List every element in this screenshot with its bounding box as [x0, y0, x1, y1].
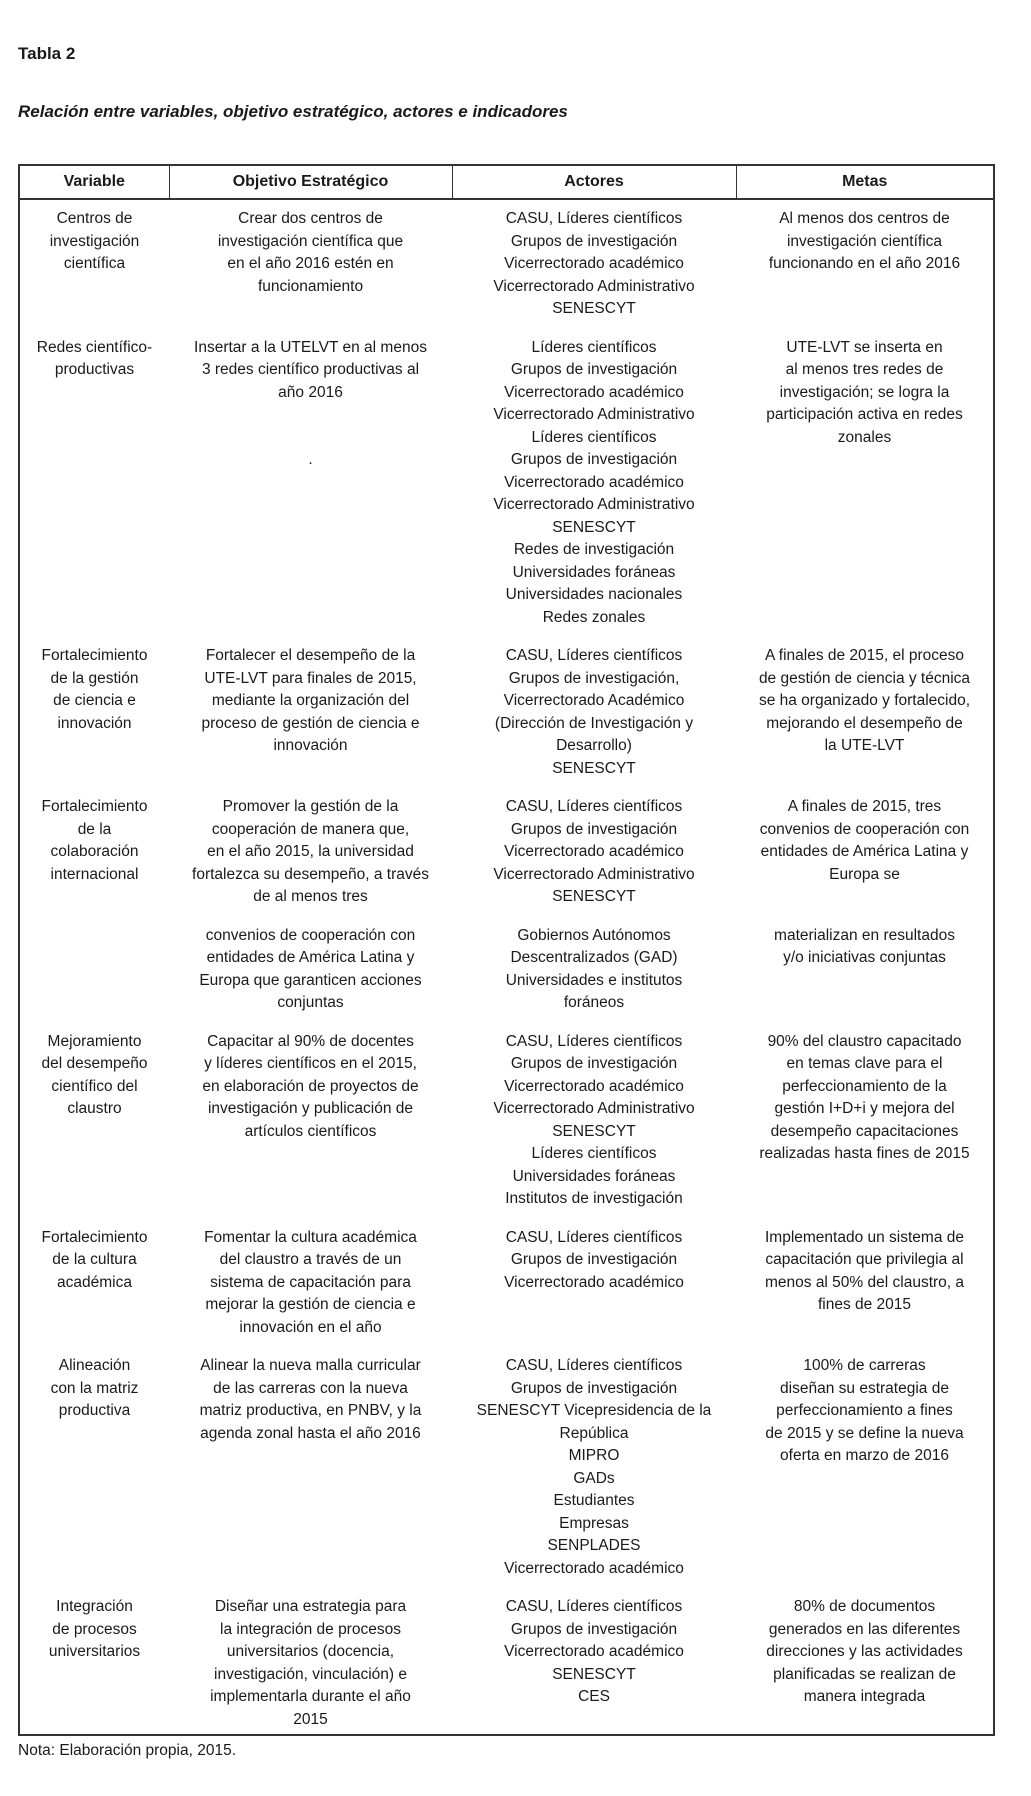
cell-line: Fomentar la cultura académica [204, 1228, 417, 1246]
cell-line: SENESCYT [552, 1665, 636, 1683]
cell-line: Grupos de investigación [510, 1055, 678, 1072]
cell-line: de la cultura [52, 1251, 137, 1268]
cell-line: de 2015 y se define la nueva [765, 1424, 964, 1442]
objetivo-cell [169, 917, 452, 1023]
actores-cell [452, 917, 736, 1023]
cell-line: Vicerrectorado Administrativo [493, 496, 695, 513]
cell-line: Universidades e institutos [505, 971, 683, 989]
cell-line: Vicerrectorado académico [504, 1273, 684, 1291]
metas-cell [736, 1219, 993, 1348]
cell-line: diseñan su estrategia de [780, 1379, 949, 1397]
cell-line: mejorar la gestión de ciencia e [205, 1296, 416, 1313]
cell-line: Grupos de investigación [510, 1620, 678, 1638]
cell-line: MIPRO [568, 1447, 620, 1464]
cell-line: matriz productiva, en PNBV, y la [199, 1402, 422, 1419]
cell-line: foráneos [563, 994, 625, 1011]
cell-line: científica [63, 255, 126, 272]
cell-line: Promover la gestión de la [222, 798, 399, 815]
cell-line: entidades de América Latina y [206, 949, 415, 966]
actores-cell [452, 1023, 736, 1219]
cell-line: Líderes científicos [531, 1145, 657, 1162]
header-actores: Actores [452, 166, 736, 199]
cell-line: al menos tres redes de [785, 361, 944, 378]
cell-line: participación activa en redes [766, 406, 963, 423]
cell-line: de ciencia e [53, 692, 136, 709]
cell-line: Crear dos centros de [238, 210, 383, 227]
cell-line: de la [77, 820, 112, 838]
cell-line: funcionando en el año 2016 [768, 255, 961, 272]
actores-cell [452, 199, 736, 329]
table-frame [18, 164, 995, 1736]
cell-line: con la matriz [50, 1379, 139, 1397]
cell-line: menos al 50% del claustro, a [764, 1273, 965, 1291]
cell-line: convenios de cooperación con [205, 926, 416, 944]
cell-line: Vicerrectorado Administrativo [493, 865, 695, 883]
cell-line: Centros de [56, 210, 133, 227]
variable-cell [20, 788, 169, 917]
cell-line: UTE-LVT para finales de 2015, [204, 669, 417, 687]
cell-line: materializan en resultados [774, 926, 955, 944]
cell-line: Redes científico- [36, 338, 153, 356]
cell-line: manera integrada [803, 1688, 926, 1705]
cell-line: Universidades foráneas [512, 563, 676, 581]
cell-line: SENESCYT [552, 518, 636, 536]
cell-line: proceso de gestión de ciencia e [201, 714, 420, 732]
variable-cell [20, 1023, 169, 1219]
cell-line: Gobiernos Autónomos [517, 926, 671, 944]
objetivo-cell [169, 329, 452, 638]
cell-line: SENESCYT [552, 888, 636, 905]
objetivo-cell [169, 1023, 452, 1219]
cell-line: Universidades foráneas [512, 1167, 676, 1185]
cell-line: oferta en marzo de 2016 [780, 1447, 949, 1464]
cell-line: internacional [50, 865, 139, 883]
cell-line: Alinear la nueva malla curricular [200, 1357, 421, 1374]
variable-cell [20, 1219, 169, 1348]
cell-line: en temas clave para el [786, 1055, 943, 1072]
cell-line: SENESCYT [552, 1122, 636, 1140]
cell-line: Grupos de investigación [510, 820, 678, 838]
cell-line: productiva [58, 1402, 131, 1419]
cell-line [177, 404, 444, 427]
cell-line: Grupos de investigación [510, 232, 678, 250]
cell-line: del desempeño [41, 1055, 148, 1072]
cell-line: CASU, Líderes científicos [505, 1032, 683, 1050]
cell-line: Vicerrectorado académico [504, 843, 684, 860]
cell-line: SENESCYT Vicepresidencia de la [476, 1402, 712, 1419]
cell-line: direcciones y las actividades [766, 1643, 963, 1660]
cell-line: Integración [56, 1598, 133, 1615]
cell-line: Descentralizados (GAD) [510, 949, 678, 966]
cell-line: perfeccionamiento a fines [776, 1402, 953, 1419]
metas-cell [736, 1023, 993, 1219]
cell-line: claustro [67, 1100, 122, 1117]
table-row [20, 1023, 993, 1219]
metas-cell [736, 917, 993, 1023]
cell-line: perfeccionamiento de la [782, 1077, 947, 1095]
cell-line: Vicerrectorado Administrativo [493, 406, 695, 423]
objetivo-cell [169, 788, 452, 917]
cell-line [177, 427, 444, 450]
actores-cell [452, 788, 736, 917]
cell-line: la UTE-LVT [824, 737, 905, 754]
cell-line: Institutos de investigación [505, 1190, 683, 1207]
table-title: Relación entre variables, objetivo estratégico, actores e indicadores [18, 102, 568, 121]
variable-cell [20, 917, 169, 1023]
cell-line: 3 redes científico productivas al [201, 361, 420, 378]
table-row [20, 917, 993, 1023]
actores-cell [452, 1219, 736, 1348]
cell-line: productivas [54, 361, 135, 378]
cell-line: SENESCYT [552, 300, 636, 317]
cell-line: universitarios [48, 1643, 141, 1660]
cell-line: Fortalecimiento [41, 798, 148, 815]
cell-line: la integración de procesos [220, 1620, 401, 1638]
actores-cell [452, 329, 736, 638]
cell-line: Grupos de investigación [510, 451, 678, 468]
cell-line: generados en las diferentes [768, 1620, 961, 1638]
actores-cell [452, 1347, 736, 1588]
cell-line: CASU, Líderes científicos [505, 1598, 683, 1615]
cell-line: CASU, Líderes científicos [505, 1228, 683, 1246]
cell-line: Grupos de investigación [510, 361, 678, 378]
table-note: Nota: Elaboración propia, 2015. [18, 1742, 237, 1759]
table-label: Tabla 2 [18, 44, 76, 63]
objetivo-cell [169, 199, 452, 329]
metas-cell [736, 329, 993, 638]
table-row [20, 329, 993, 638]
cell-line: Grupos de investigación [510, 1379, 678, 1397]
cell-line: . [308, 451, 313, 468]
cell-line: 2015 [293, 1710, 328, 1728]
cell-line: Fortalecer el desempeño de la [205, 647, 416, 664]
cell-line: Vicerrectorado Académico [503, 692, 685, 709]
cell-line: gestión I+D+i y mejora del [774, 1100, 955, 1117]
cell-line: Europa que garanticen acciones [199, 971, 422, 989]
variable-cell [20, 1347, 169, 1588]
metas-cell [736, 637, 993, 788]
cell-line: de al menos tres [253, 888, 368, 905]
cell-line: CASU, Líderes científicos [505, 647, 683, 664]
cell-line: funcionamiento [257, 277, 364, 295]
cell-line: investigación científica [786, 232, 943, 250]
cell-line: SENPLADES [547, 1537, 641, 1554]
cell-line: universitarios (docencia, [226, 1643, 395, 1660]
cell-line: en el año 2015, la universidad [207, 843, 414, 860]
cell-line: fortalezca su desempeño, a través [192, 865, 429, 883]
objetivo-cell [169, 1588, 452, 1739]
table-row [20, 1219, 993, 1348]
cell-line: desempeño capacitaciones [770, 1122, 959, 1140]
cell-line: SENESCYT [552, 759, 636, 777]
cell-line: en elaboración de proyectos de [202, 1077, 419, 1095]
table-row [20, 1588, 993, 1739]
cell-line: UTE-LVT se inserta en [786, 338, 943, 356]
cell-line: agenda zonal hasta el año 2016 [200, 1424, 421, 1442]
variable-cell [20, 1588, 169, 1739]
cell-line: planificadas se realizan de [773, 1665, 956, 1683]
cell-line: investigación científica que [217, 232, 404, 250]
cell-line: 80% de documentos [793, 1598, 936, 1615]
cell-line: Vicerrectorado académico [504, 1559, 684, 1577]
cell-line: Redes de investigación [513, 541, 675, 558]
cell-line: República [559, 1424, 629, 1442]
cell-line: Vicerrectorado Administrativo [493, 277, 695, 295]
objetivo-cell [169, 1347, 452, 1588]
cell-line: de las carreras con la nueva [213, 1379, 408, 1397]
cell-line: capacitación que privilegia al [765, 1251, 964, 1268]
variable-cell [20, 329, 169, 638]
cell-line: investigación [49, 232, 140, 250]
cell-line: del claustro a través de un [219, 1251, 402, 1268]
cell-line: 90% del claustro capacitado [767, 1032, 962, 1050]
cell-line: CES [578, 1688, 610, 1705]
cell-line: CASU, Líderes científicos [505, 798, 683, 815]
cell-line: Diseñar una estrategia para [214, 1598, 407, 1615]
cell-line: sistema de capacitación para [210, 1273, 411, 1291]
cell-line: A finales de 2015, tres [787, 798, 942, 815]
cell-line: conjuntas [277, 994, 344, 1011]
cell-line: Estudiantes [553, 1492, 635, 1509]
cell-line: mediante la organización del [211, 692, 410, 709]
cell-line: innovación en el año [239, 1318, 382, 1336]
metas-cell [736, 788, 993, 917]
cell-line: innovación [273, 737, 348, 754]
cell-line: CASU, Líderes científicos [505, 1357, 683, 1374]
cell-line: Universidades nacionales [505, 586, 683, 603]
metas-cell [736, 1347, 993, 1588]
cell-line: de gestión de ciencia y técnica [758, 669, 971, 687]
cell-line: Empresas [559, 1514, 629, 1532]
cell-line: Vicerrectorado académico [504, 1643, 684, 1660]
cell-line: Vicerrectorado académico [504, 1077, 684, 1095]
cell-line: Grupos de investigación [510, 1251, 678, 1268]
objetivo-cell [169, 637, 452, 788]
cell-line: cooperación de manera que, [211, 820, 410, 838]
variable-cell [20, 637, 169, 788]
cell-line: entidades de América Latina y [760, 843, 969, 860]
cell-line: fines de 2015 [817, 1296, 912, 1313]
metas-cell [736, 199, 993, 329]
cell-line: se ha organizado y fortalecido, [758, 692, 971, 709]
actores-cell [452, 637, 736, 788]
cell-line: GADs [573, 1469, 615, 1487]
cell-line: Europa se [829, 865, 900, 883]
cell-line: convenios de cooperación con [759, 820, 970, 838]
cell-line: (Dirección de Investigación y [494, 714, 694, 732]
table-row [20, 637, 993, 788]
cell-line: de la gestión [50, 669, 139, 687]
table-row [20, 199, 993, 329]
header-variable: Variable [20, 166, 169, 199]
cell-line: Alineación [58, 1357, 131, 1374]
cell-line: artículos científicos [244, 1122, 377, 1140]
cell-line: mejorando el desempeño de [766, 714, 963, 732]
cell-line: académica [57, 1273, 132, 1291]
cell-line: Al menos dos centros de [779, 210, 950, 227]
cell-line: Desarrollo) [556, 737, 632, 754]
cell-line: CASU, Líderes científicos [505, 210, 683, 227]
cell-line: de procesos [52, 1620, 137, 1638]
metas-cell [736, 1588, 993, 1739]
cell-line: realizadas hasta fines de 2015 [759, 1145, 970, 1162]
cell-line: Insertar a la UTELVT en al menos [194, 338, 427, 356]
cell-line: investigación y publicación de [207, 1100, 414, 1117]
cell-line: Grupos de investigación, [508, 669, 680, 687]
cell-line: Fortalecimiento [41, 647, 148, 664]
cell-line: innovación [57, 714, 132, 732]
cell-line: Vicerrectorado académico [504, 473, 684, 491]
cell-line: año 2016 [278, 383, 343, 401]
cell-line: Implementado un sistema de [764, 1228, 965, 1246]
cell-line: investigación, vinculación) e [214, 1665, 407, 1683]
table-body [20, 199, 993, 1739]
cell-line: zonales [837, 428, 892, 446]
cell-line: Líderes científicos [531, 428, 657, 446]
cell-line: 100% de carreras [803, 1357, 926, 1374]
table-row [20, 1347, 993, 1588]
cell-line: Capacitar al 90% de docentes [207, 1032, 414, 1050]
cell-line: Fortalecimiento [41, 1228, 148, 1246]
cell-line: y líderes científicos en el 2015, [204, 1055, 417, 1072]
header-objetivo: Objetivo Estratégico [169, 166, 452, 199]
cell-line: A finales de 2015, el proceso [764, 647, 965, 664]
cell-line: colaboración [50, 843, 139, 860]
cell-line: Vicerrectorado académico [504, 255, 684, 272]
variable-cell [20, 199, 169, 329]
data-table [20, 166, 993, 1739]
cell-line: en el año 2016 estén en [227, 255, 394, 272]
cell-line: implementarla durante el año [210, 1688, 411, 1705]
cell-line: Líderes científicos [531, 338, 657, 356]
cell-line: y/o iniciativas conjuntas [783, 949, 946, 966]
cell-line: investigación; se logra la [779, 383, 950, 401]
actores-cell [452, 1588, 736, 1739]
header-row [20, 166, 993, 199]
cell-line: Redes zonales [542, 608, 646, 626]
cell-line: Vicerrectorado Administrativo [493, 1100, 695, 1117]
cell-line: científico del [51, 1077, 138, 1095]
table-row [20, 788, 993, 917]
cell-line: Mejoramiento [47, 1032, 142, 1050]
cell-line: Vicerrectorado académico [504, 383, 684, 401]
objetivo-cell [169, 1219, 452, 1348]
header-metas: Metas [736, 166, 993, 199]
